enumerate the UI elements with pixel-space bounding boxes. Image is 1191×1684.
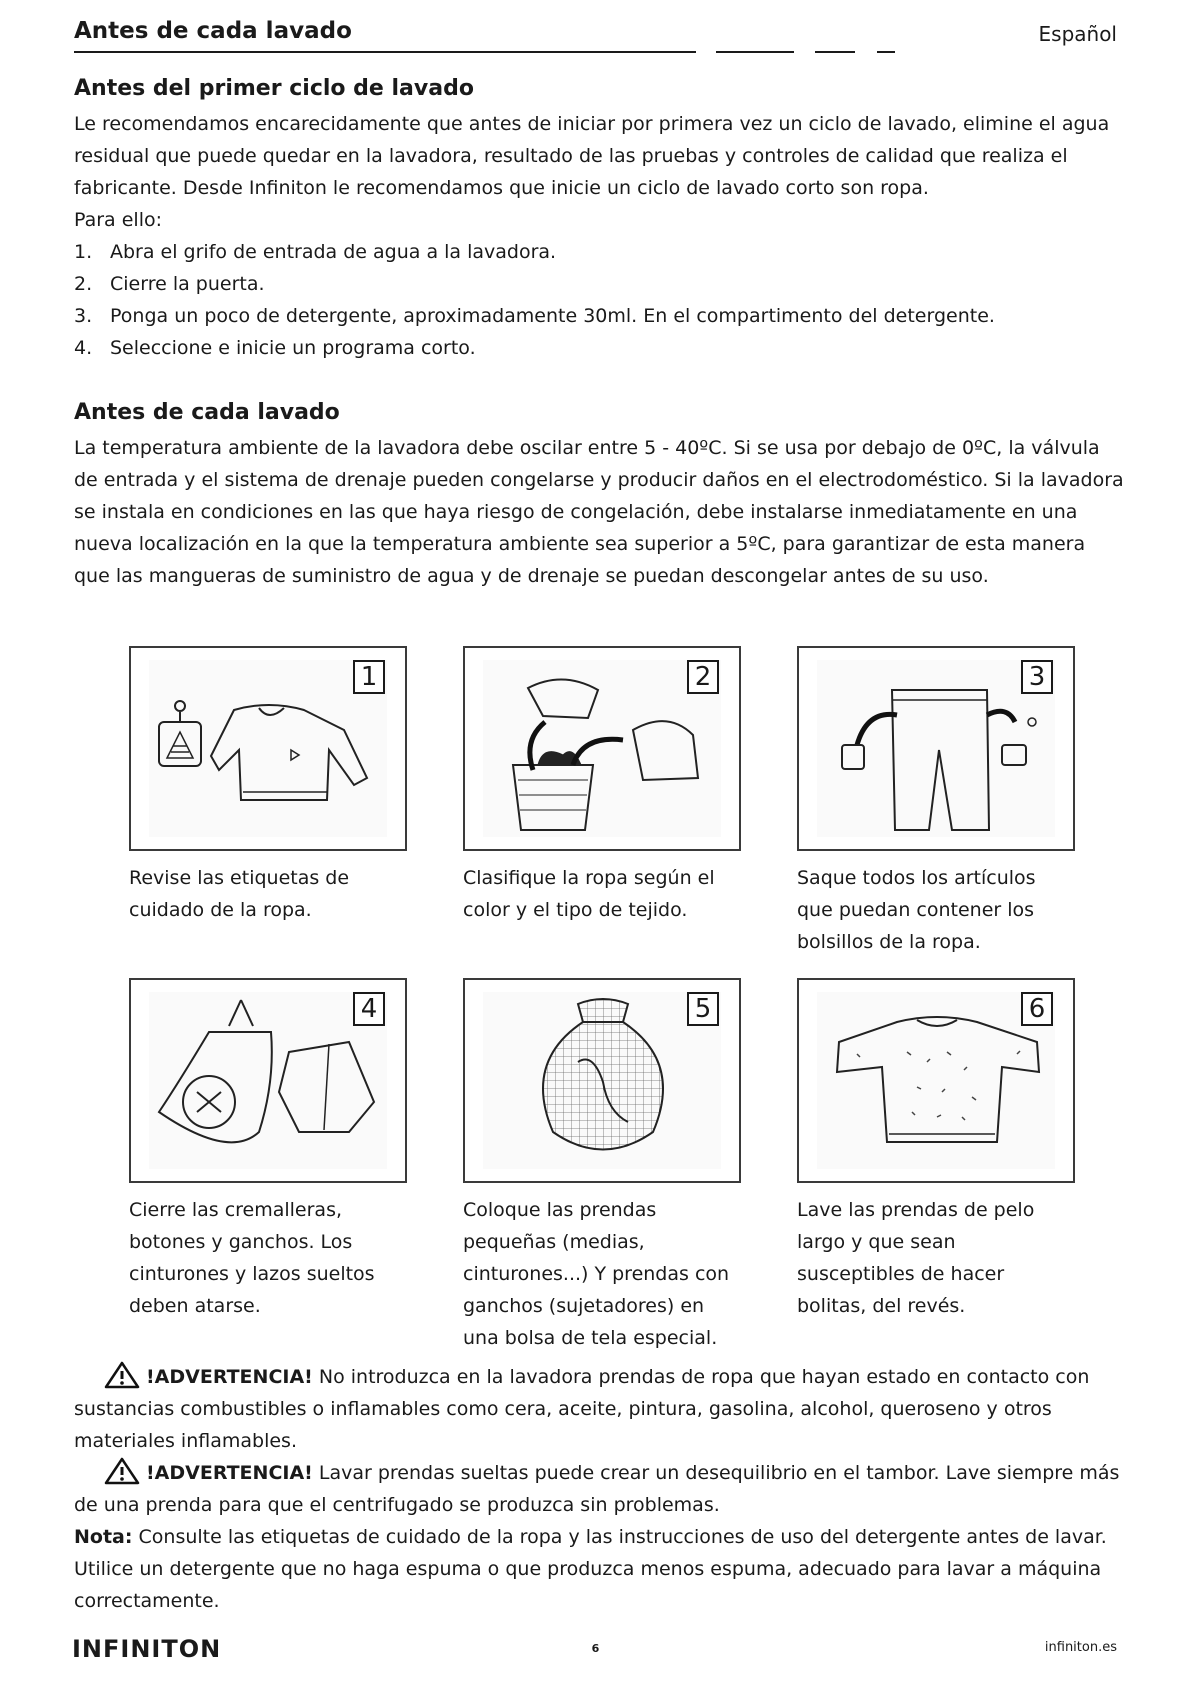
list-item: 1. Abra el grifo de entrada de agua a la lavadora. (74, 241, 557, 263)
mesh-bag-illustration (483, 992, 721, 1169)
page-number: 6 (591, 1642, 600, 1655)
section-title-first-cycle: Antes del primer ciclo de lavado (74, 76, 474, 101)
warning-triangle-icon (104, 1361, 140, 1389)
panel-number: 5 (687, 992, 719, 1026)
panel-inside-out (797, 978, 1075, 1183)
list-item: 4. Seleccione e inicie un programa corto. (74, 337, 476, 359)
header-rule-dash (815, 51, 855, 53)
panel-number: 2 (687, 660, 719, 694)
warning-triangle-icon (104, 1457, 140, 1485)
brand-logo: INFINITON (72, 1635, 222, 1663)
panel-number: 4 (353, 992, 385, 1026)
panel-sort-clothes (463, 646, 741, 851)
zipped-garments-illustration (149, 992, 387, 1169)
first-cycle-intro: Para ello: (74, 209, 163, 231)
first-cycle-steps (74, 236, 995, 364)
fuzzy-sweater-illustration (817, 992, 1055, 1169)
warning-imbalance: !ADVERTENCIA! Lavar prendas sueltas puede crear un desequilibrio en el tambor. Lave siempre más de una prenda para que el centrifugado se produzca sin problemas. (74, 1457, 1124, 1521)
each-wash-paragraph: La temperatura ambiente de la lavadora debe oscilar entre 5 - 40ºC. Si se usa por debajo de 0ºC, la válvula de entrada y el sistema de drenaje pueden congelarse y producir daños en el electrodoméstico. Si la lavadora se instala en condiciones en las que haya riesgo de congelación, debe instalarse inmediatamente en una nueva localización en la que la temperatura ambiente sea superior a 5ºC, para garantizar de esta manera que las mangueras de suministro de agua y de drenaje se puedan descongelar antes de su uso. (74, 437, 1124, 587)
website-url: infiniton.es (1044, 1640, 1117, 1655)
header-rule-dash (716, 51, 794, 53)
panel-number: 1 (353, 660, 385, 694)
laundry-basket-illustration (483, 660, 721, 837)
panel-caption: Lave las prendas de pelo largo y que sean susceptibles de hacer bolitas, del revés. (797, 1199, 1035, 1317)
panel-care-labels (129, 646, 407, 851)
trousers-pockets-illustration (817, 660, 1055, 837)
page-header-title: Antes de cada lavado (74, 18, 352, 44)
list-item: 2. Cierre la puerta. (74, 273, 265, 295)
note-detergent: Nota: Consulte las etiquetas de cuidado de la ropa y las instrucciones de uso del detergente antes de lavar. Utilice un detergente que no haga espuma o que produzca menos espuma, adecuado para lavar a máquina correctamente. (74, 1526, 1107, 1612)
panel-mesh-bag (463, 978, 741, 1183)
panel-close-zippers (129, 978, 407, 1183)
panel-caption: Saque todos los artículos que puedan contener los bolsillos de la ropa. (797, 867, 1036, 953)
list-item: 3. Ponga un poco de detergente, aproximadamente 30ml. En el compartimento del detergente. (74, 305, 995, 327)
first-cycle-paragraph: Le recomendamos encarecidamente que antes de iniciar por primera vez un ciclo de lavado, elimine el agua residual que puede quedar en la lavadora, resultado de las pruebas y controles de calidad que realiza el fabricante. Desde Infiniton le recomendamos que inicie un ciclo de lavado corto son ropa. (74, 113, 1110, 199)
panel-number: 6 (1021, 992, 1053, 1026)
warning-flammable: !ADVERTENCIA! No introduzca en la lavadora prendas de ropa que hayan estado en contacto con sustancias combustibles o inflamables como cera, aceite, pintura, gasolina, alcohol, queroseno y otros materiales inflamables. (74, 1361, 1124, 1457)
panel-caption: Cierre las cremalleras, botones y ganchos. Los cinturones y lazos sueltos deben atarse. (129, 1199, 375, 1317)
panel-empty-pockets (797, 646, 1075, 851)
header-rule-dash (877, 51, 895, 53)
panel-caption: Clasifique la ropa según el color y el tipo de tejido. (463, 867, 715, 921)
language-label: Español (1038, 22, 1117, 46)
sweater-with-label-illustration (149, 660, 387, 837)
panel-caption: Revise las etiquetas de cuidado de la ropa. (129, 867, 350, 921)
panel-caption: Coloque las prendas pequeñas (medias, cinturones...) Y prendas con ganchos (sujetadores) en una bolsa de tela especial. (463, 1199, 730, 1349)
panel-number: 3 (1021, 660, 1053, 694)
section-title-each-wash: Antes de cada lavado (74, 400, 340, 425)
header-rule (74, 51, 696, 53)
